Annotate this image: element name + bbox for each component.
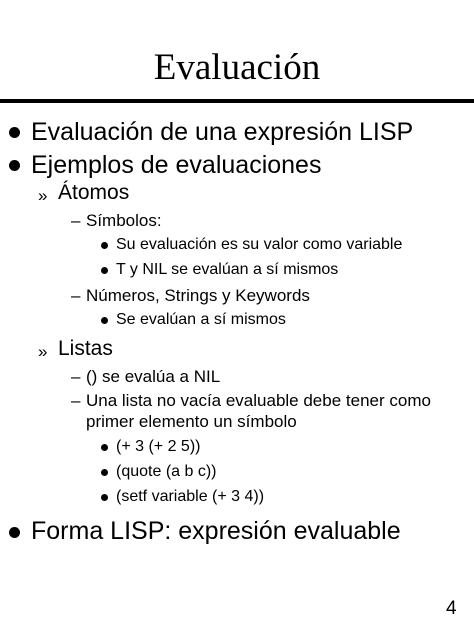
dash-icon: – <box>71 391 81 410</box>
slide-title: Evaluación <box>153 47 321 88</box>
subbullet-listas: Listas <box>58 337 113 360</box>
small-dot-icon <box>101 317 108 324</box>
small-dot-icon <box>101 494 108 501</box>
subitem-simbolos: Símbolos: <box>86 211 162 230</box>
bullet-forma-lisp: Forma LISP: expresión evaluable <box>31 517 401 545</box>
subitem-lista-line1: Una lista no vacía evaluable debe tener como <box>86 391 431 410</box>
bullet-ejemplos: Ejemplos de evaluaciones <box>31 151 322 179</box>
code-example: (setf variable (+ 3 4)) <box>116 488 265 505</box>
subitem-nil: () se evalúa a NIL <box>86 367 221 386</box>
small-dot-icon <box>101 242 108 249</box>
detail-item: Se evalúan a sí mismos <box>116 311 286 328</box>
small-dot-icon <box>101 444 108 451</box>
dash-icon: – <box>71 367 81 386</box>
title-underline <box>0 99 474 103</box>
bullet-evaluacion: Evaluación de una expresión LISP <box>31 118 414 146</box>
detail-item: T y NIL se evalúan a sí mismos <box>116 261 339 278</box>
dash-icon: – <box>71 286 81 305</box>
bullet-dot-icon <box>9 527 20 538</box>
code-example: (+ 3 (+ 2 5)) <box>116 438 201 455</box>
small-dot-icon <box>101 469 108 476</box>
subitem-lista-line2: primer elemento un símbolo <box>86 412 297 431</box>
chevron-double-right-icon: » <box>38 342 48 361</box>
chevron-double-right-icon: » <box>38 186 48 205</box>
small-dot-icon <box>101 267 108 274</box>
subbullet-atomos: Átomos <box>58 181 130 204</box>
dash-icon: – <box>71 211 81 230</box>
detail-item: Su evaluación es su valor como variable <box>116 236 403 253</box>
bullet-dot-icon <box>9 160 20 171</box>
code-example: (quote (a b c)) <box>116 463 217 480</box>
subitem-numeros: Números, Strings y Keywords <box>86 286 310 305</box>
page-number: 4 <box>446 598 457 619</box>
bullet-dot-icon <box>9 127 20 138</box>
